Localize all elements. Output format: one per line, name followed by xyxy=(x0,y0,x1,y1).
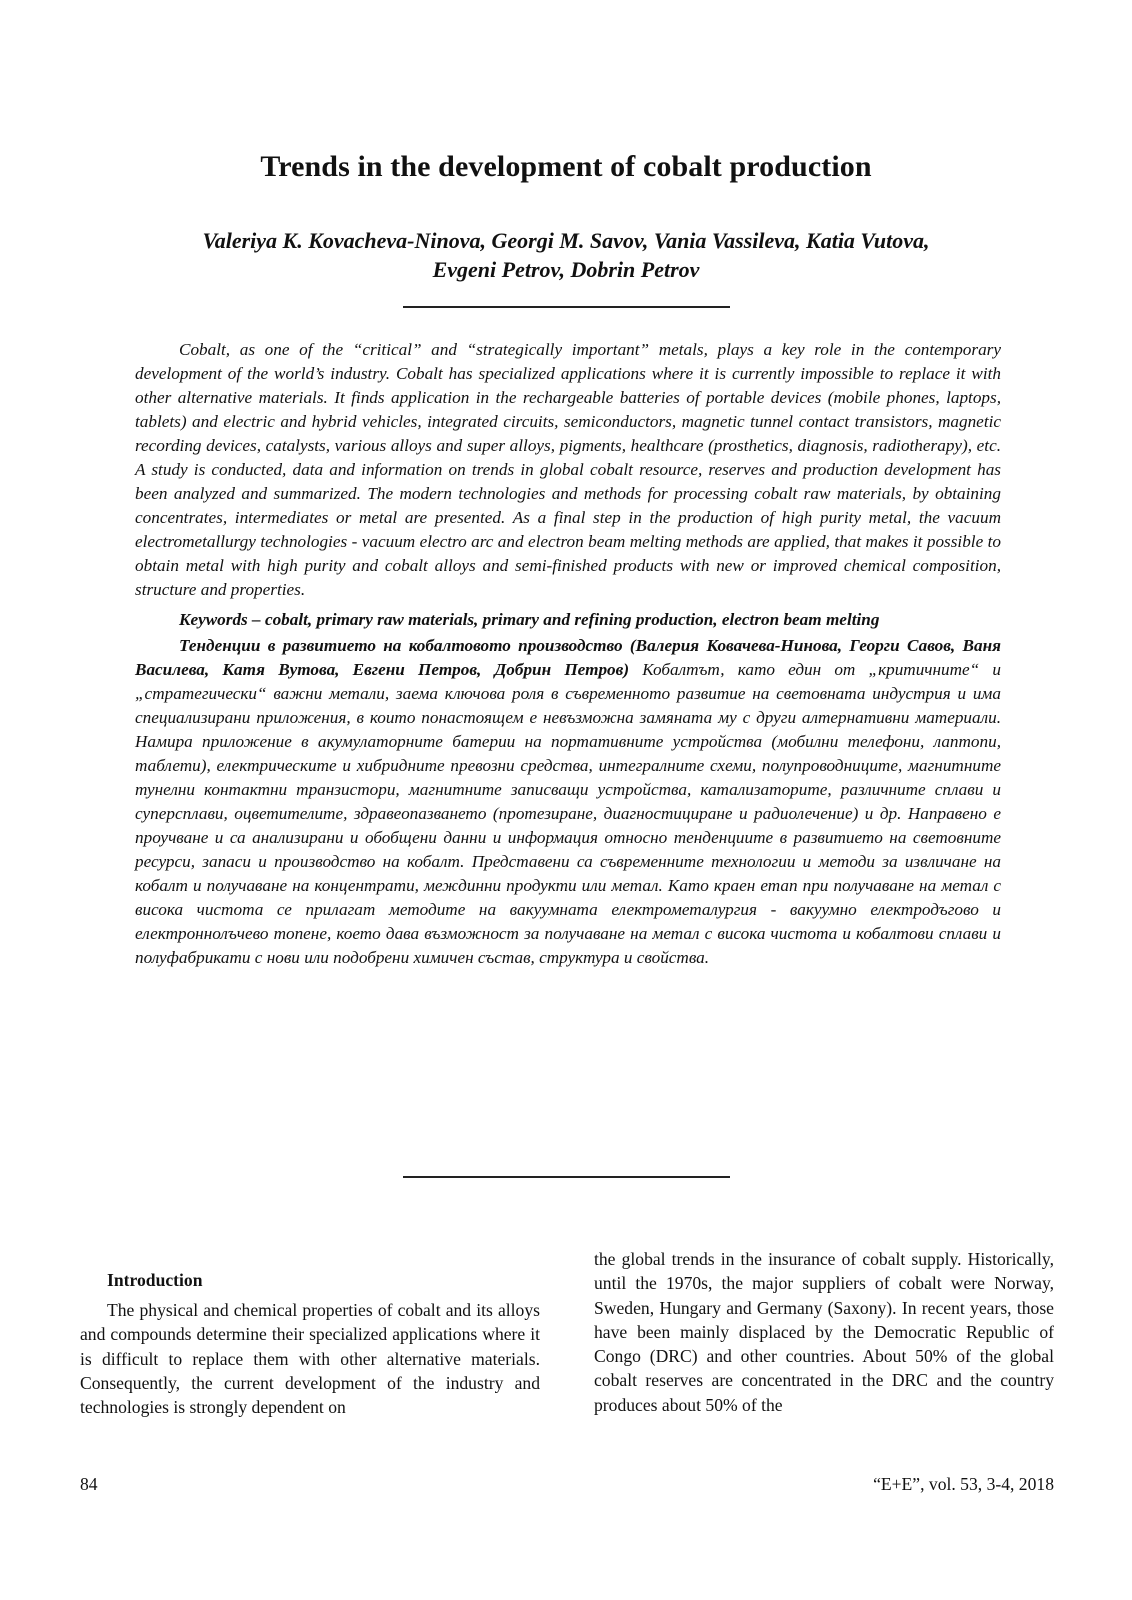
left-column xyxy=(80,1268,540,1419)
bulgarian-text: Кобалтът, като един от „критичните“ и „стратегически“ важни метали, заема ключова роля в съвременното развитие на световната индустрия и има специализирани приложения, в които понастоящем е невъзможна замяната му с други алтернативни материали. Намира приложение в акумулаторните батерии на портативните устройства (мобилни телефони, лаптопи, таблети), електрическите и хибридните превозни средства, интегралните схеми, полупроводниците, магнитните тунелни контактни транзистори, магнитните записващи устройства, катализаторите, различните сплави и суперсплави, оцветителите, здравеопазването (протезиране, диагностициране и радиолечение) и др. Направено е проучване и са анализирани и обобщени данни и информация относно тенденциите в развитието на световните ресурси, запаси и производство на кобалт. Представени са съвременните технологии и методи за извличане на кобалт и получаване на концентрати, междинни продукти или метал. Като краен етап при получаване на метал с висока чистота се прилагат методите на вакуумната електрометалургия - вакуумно електродъгово и електроннолъчево топене, което дава възможност за получаване на метал с висока чистота и кобалтови сплави и полуфабрикати с нови или подобрени химичен състав, структура и свойства. xyxy=(135,660,1001,967)
page-number: 84 xyxy=(80,1474,98,1494)
bulgarian-heading: Тенденции в развитието на кобалтовото производство (Валерия Ковачева-Нинова, Георги Савов, Ваня Василева, Катя Вутова, Евгени Петров, Добрин Петров) xyxy=(135,636,1001,679)
keywords: Keywords – cobalt, primary raw materials, primary and refining production, electron beam melting xyxy=(179,610,880,629)
introduction-paragraph-right: the global trends in the insurance of cobalt supply. Historically, until the 1970s, the major suppliers of cobalt were Norway, Sweden, Hungary and Germany (Saxony). In recent years, those have been mainly displaced by the Democratic Republic of Congo (DRC) and other countries. About 50% of the global cobalt reserves are concentrated in the DRC and the country produces about 50% of the xyxy=(594,1249,1054,1415)
abstract-bulgarian xyxy=(135,634,1001,970)
author-list xyxy=(100,226,1032,284)
abstract xyxy=(135,338,1001,970)
top-divider xyxy=(403,306,730,308)
paper-title: Trends in the development of cobalt production xyxy=(260,150,872,183)
bottom-divider xyxy=(403,1176,730,1178)
introduction-paragraph-left: The physical and chemical properties of cobalt and its alloys and compounds determine their specialized applications where it is difficult to replace them with other alternative materials. Consequently, the current development of the industry and technologies is strongly dependent on xyxy=(80,1300,540,1418)
author-line-1: Valeriya K. Kovacheva-Ninova, Georgi M. Savov, Vania Vassileva, Katia Vutova, xyxy=(202,228,930,253)
abstract-english: Cobalt, as one of the “critical” and “strategically important” metals, plays a key role in the contemporary development of the world’s industry. Cobalt has specialized applications where it is currently impossible to replace it with other alternative materials. It finds application in the rechargeable batteries of portable devices (mobile phones, laptops, tablets) and electric and hybrid vehicles, integrated circuits, semiconductors, magnetic tunnel contact transistors, magnetic recording devices, catalysts, various alloys and super alloys, pigments, healthcare (prosthetics, diagnosis, radiotherapy), etc. A study is conducted, data and information on trends in global cobalt resource, reserves and production development has been analyzed and summarized. The modern technologies and methods for processing cobalt raw materials, by obtaining concentrates, intermediates or metal are presented. As a final step in the production of high purity metal, the vacuum electrometallurgy technologies - vacuum electro arc and electron beam melting methods are applied, that makes it possible to obtain metal with high purity and cobalt alloys and semi-finished products with new or improved chemical composition, structure and properties. xyxy=(135,340,1001,599)
introduction-heading: Introduction xyxy=(107,1270,203,1290)
right-column xyxy=(594,1247,1054,1417)
author-line-2: Evgeni Petrov, Dobrin Petrov xyxy=(432,257,700,282)
journal-citation: “E+E”, vol. 53, 3-4, 2018 xyxy=(873,1474,1054,1494)
